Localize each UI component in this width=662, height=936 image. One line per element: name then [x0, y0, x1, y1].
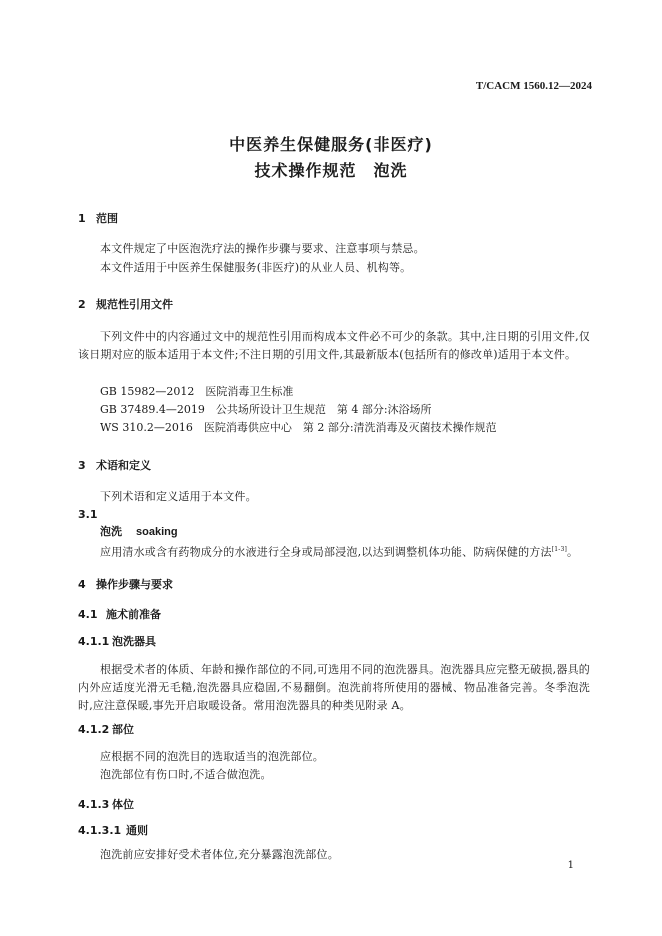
section-number: 4.1.2	[78, 723, 110, 736]
section-number: 4.1.1	[78, 635, 110, 648]
reference-item: GB 15982—2012 医院消毒卫生标准	[100, 385, 294, 398]
term-number: 3.1	[78, 508, 98, 521]
section-1-para-1: 本文件规定了中医泡洗疗法的操作步骤与要求、注意事项与禁忌。	[100, 242, 425, 255]
section-number: 3	[78, 459, 86, 472]
section-title: 术语和定义	[96, 459, 151, 472]
section-3-para-1: 下列术语和定义适用于本文件。	[100, 490, 257, 503]
section-title: 部位	[112, 723, 134, 736]
term-heading	[78, 523, 612, 541]
term-definition-text: 应用清水或含有药物成分的水液进行全身或局部浸泡,以达到调整机体功能、防病保健的方法	[100, 545, 552, 559]
section-4-1-3-heading	[78, 796, 590, 814]
section-3-heading	[78, 457, 590, 475]
section-title: 通则	[126, 824, 148, 837]
section-number: 2	[78, 298, 86, 311]
term-definition	[78, 541, 590, 562]
section-title: 范围	[96, 212, 118, 225]
section-2-heading	[78, 296, 590, 314]
section-title: 体位	[112, 798, 134, 811]
term-english: soaking	[136, 526, 178, 538]
section-2-para-1: 下列文件中的内容通过文中的规范性引用而构成本文件必不可少的条款。其中,注日期的引用文件,仅该日期对应的版本适用于本文件;不注日期的引用文件,其最新版本(包括所有的修改单)适用于本文件。	[78, 330, 590, 361]
reference-item: GB 37489.4—2019 公共场所设计卫生规范 第 4 部分:沐浴场所	[100, 403, 432, 416]
page-number: 1	[567, 860, 574, 871]
section-number: 4.1	[78, 608, 98, 621]
section-number: 1	[78, 212, 86, 225]
section-4-1-2-para-2: 泡洗部位有伤口时,不适合做泡洗。	[100, 768, 272, 781]
section-number: 4.1.3	[78, 798, 110, 811]
section-4-1-3-1-heading	[78, 822, 590, 840]
section-title: 规范性引用文件	[96, 298, 173, 311]
section-1-para-2: 本文件适用于中医养生保健服务(非医疗)的从业人员、机构等。	[100, 261, 412, 274]
section-4-1-2-para-1: 应根据不同的泡洗目的选取适当的泡洗部位。	[100, 750, 324, 763]
section-title: 施术前准备	[106, 608, 161, 621]
section-number: 4.1.3.1	[78, 824, 122, 837]
document-code: T/CACM 1560.12—2024	[475, 80, 592, 92]
section-4-1-1-para-1: 根据受术者的体质、年龄和操作部位的不同,可选用不同的泡洗器具。泡洗器具应完整无破损,器具的内外应适度光滑无毛糙,泡洗器具应稳固,不易翻倒。泡洗前将所使用的器械、物品准备完善。冬季泡洗时,应注意保暖,事先开启取暖设备。常用泡洗器具的种类见附录 A。	[78, 663, 590, 712]
term-definition-end: 。	[567, 545, 579, 559]
citation-marker: [1-3]	[551, 546, 568, 553]
section-4-1-2-heading	[78, 721, 590, 739]
section-number: 4	[78, 578, 86, 591]
section-4-heading	[78, 576, 590, 594]
section-4-1-heading	[78, 606, 590, 624]
title-line-2: 技术操作规范 泡洗	[254, 161, 408, 180]
section-title: 泡洗器具	[112, 635, 156, 648]
title-line-1: 中医养生保健服务(非医疗)	[229, 135, 433, 154]
section-title: 操作步骤与要求	[96, 578, 173, 591]
section-1-heading	[78, 210, 590, 228]
section-4-1-1-heading	[78, 633, 590, 651]
reference-item: WS 310.2—2016 医院消毒供应中心 第 2 部分:清洗消毒及灭菌技术操作规范	[100, 421, 497, 434]
term-chinese: 泡洗	[100, 525, 122, 538]
section-4-1-3-1-para-1: 泡洗前应安排好受术者体位,充分暴露泡洗部位。	[100, 848, 339, 861]
